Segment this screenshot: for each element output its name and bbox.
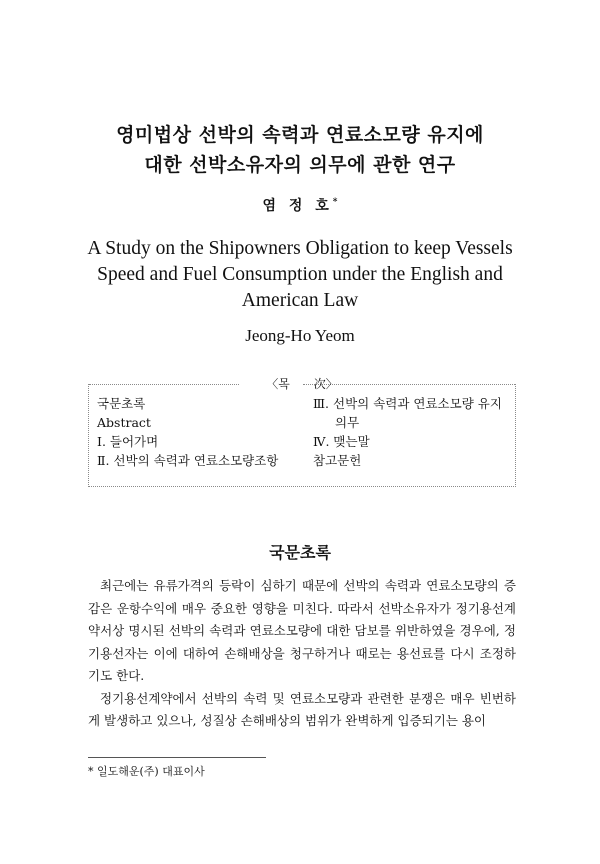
- title-english-line-1: A Study on the Shipowners Obligation to keep Vessels: [87, 238, 513, 259]
- toc-right-column: [313, 394, 502, 470]
- title-english-line-3: American Law: [241, 290, 359, 311]
- author-footnote-mark: *: [332, 197, 338, 208]
- title-english-line-2: Speed and Fuel Consumption under the English and: [97, 264, 503, 285]
- abstract-body: [88, 575, 516, 733]
- toc-item[interactable]: Ⅰ. 들어가며: [97, 434, 159, 449]
- toc-item-continuation[interactable]: 의무: [335, 415, 360, 430]
- section-heading-abstract: 국문초록: [269, 543, 331, 562]
- toc-item[interactable]: Abstract: [97, 415, 151, 430]
- toc-heading-right: 次〉: [313, 377, 338, 391]
- toc-item[interactable]: 참고문헌: [313, 453, 362, 468]
- title-korean-line-2: 대한 선박소유자의 의무에 관한 연구: [144, 154, 456, 176]
- footnote-divider: [88, 757, 266, 758]
- footnote: * 일도해운(주) 대표이사: [88, 765, 205, 778]
- toc-item[interactable]: Ⅳ. 맺는말: [313, 434, 370, 449]
- toc-heading-left: 〈목: [266, 377, 290, 391]
- toc-item[interactable]: Ⅲ. 선박의 속력과 연료소모량 유지: [313, 396, 502, 411]
- paragraph: 정기용선계약에서 선박의 속력 및 연료소모량과 관련한 분쟁은 매우 빈번하게 발생하고 있으나, 성질상 손해배상의 범위가 완벽하게 입증되기는 용이: [88, 690, 516, 728]
- toc-heading: [89, 375, 515, 392]
- title-korean-line-1: 영미법상 선박의 속력과 연료소모량 유지에: [116, 124, 484, 146]
- toc-item[interactable]: 국문초록: [97, 396, 146, 411]
- table-of-contents: [88, 377, 516, 487]
- author-korean-name: 염 정 호: [262, 198, 333, 214]
- toc-item[interactable]: Ⅱ. 선박의 속력과 연료소모량조항: [97, 453, 279, 468]
- author-korean: [0, 195, 600, 215]
- toc-left-column: [97, 394, 278, 470]
- author-english: Jeong-Ho Yeom: [245, 326, 355, 345]
- paragraph: 최근에는 유류가격의 등락이 심하기 때문에 선박의 속력과 연료소모량의 증감은 운항수익에 매우 중요한 영향을 미친다. 따라서 선박소유자가 정기용선계약서상 명시된 선박의 속력과 연료소모량에 대한 담보를 위반하였을 경우에, 정기용선자는 이에 대하여 손해배상을 청구하거나 때로는 용선료를 다시 조정하기도 한다.: [88, 578, 516, 683]
